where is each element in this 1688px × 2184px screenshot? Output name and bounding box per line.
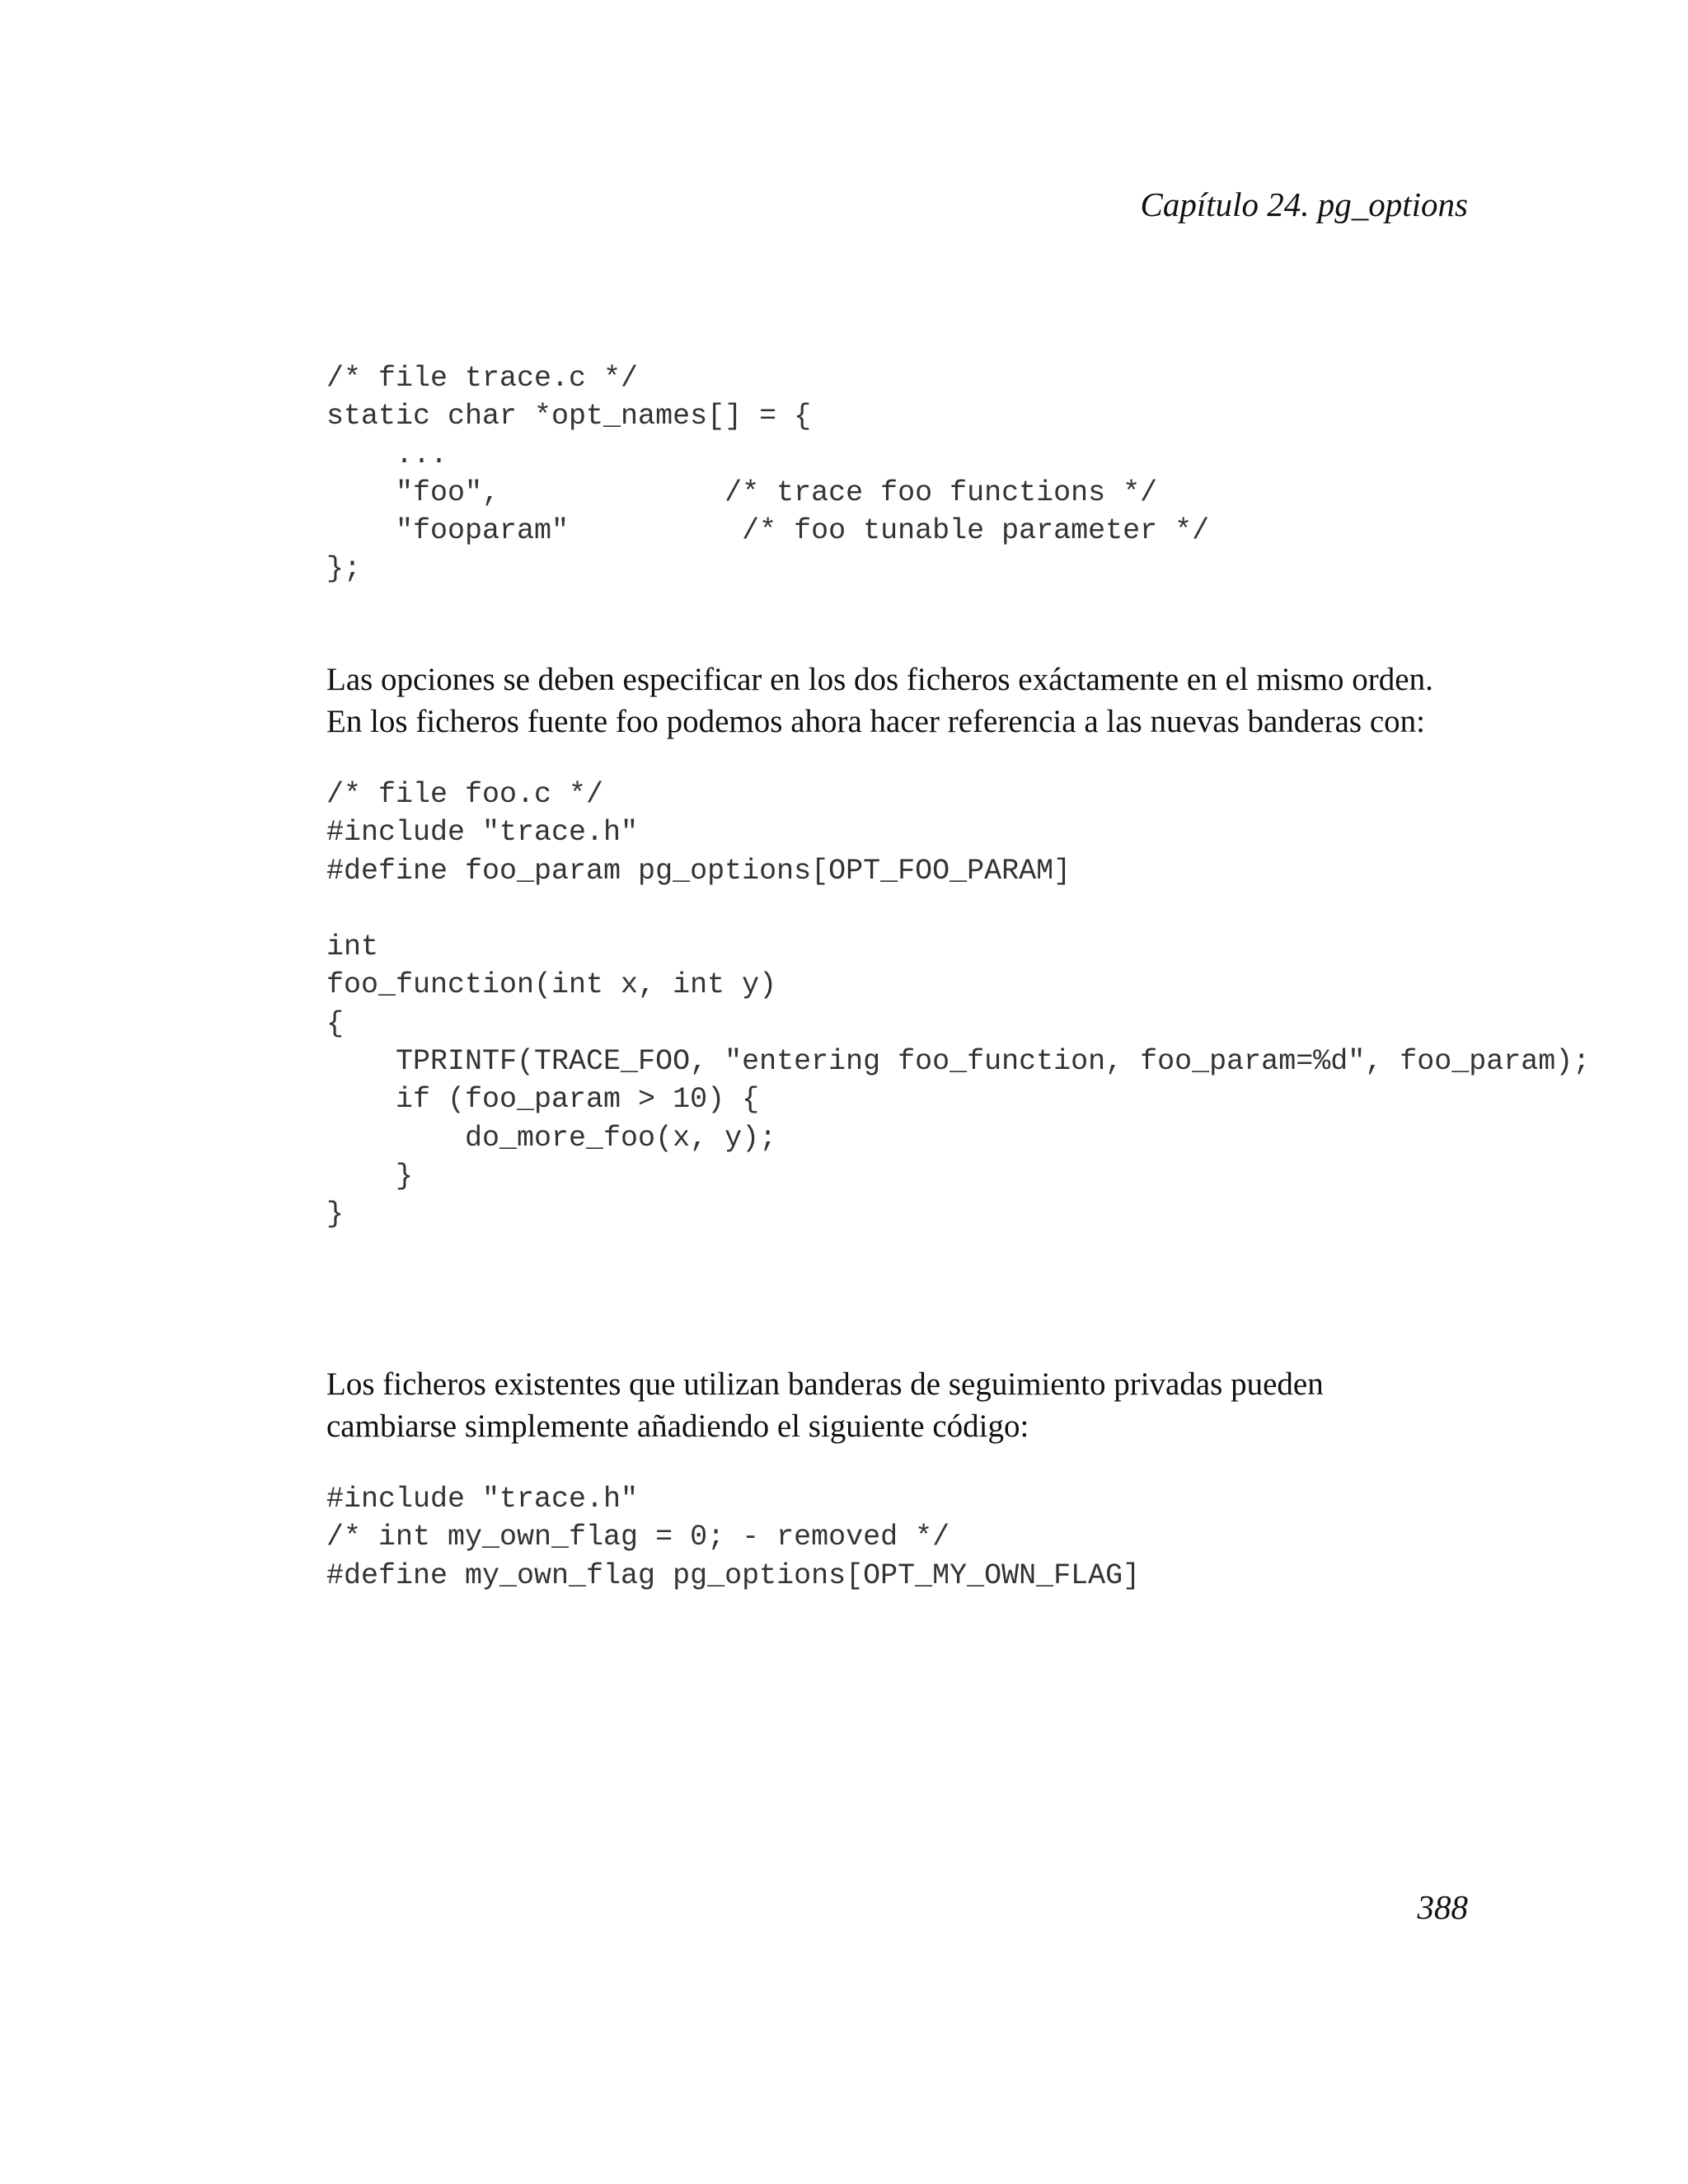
paragraph-line: En los ficheros fuente foo podemos ahora hacer referencia a las nuevas banderas con: [326,704,1425,739]
code-line: } [326,1197,345,1231]
code-line: #include "trace.h" [326,1483,639,1516]
code-line: /* int my_own_flag = 0; - removed */ [326,1521,950,1554]
code-line: "foo", /* trace foo functions */ [326,476,1158,509]
paragraph-option-order [326,658,1433,743]
code-line: #include "trace.h" [326,816,639,850]
code-line: if (foo_param > 10) { [326,1083,760,1117]
code-line: "fooparam" /* foo tunable parameter */ [326,514,1210,548]
code-line: { [326,1006,345,1040]
code-line: TPRINTF(TRACE_FOO, "entering foo_function, foo_param=%d", foo_param); [326,1045,1591,1079]
code-line: }; [326,552,362,586]
code-line: ... [326,438,448,471]
code-line: static char *opt_names[] = { [326,400,812,434]
code-line: #define my_own_flag pg_options[OPT_MY_OWN_FLAG] [326,1558,1141,1592]
code-line: int [326,930,379,964]
paragraph-line: Las opciones se deben especificar en los dos ficheros exáctamente en el mismo orden. [326,662,1433,697]
code-line: do_more_foo(x, y); [326,1121,777,1155]
code-line: foo_function(int x, int y) [326,968,777,1002]
code-line: /* file trace.c */ [326,362,639,395]
code-line: #define foo_param pg_options[OPT_FOO_PARAM] [326,854,1071,888]
code-block-foo-c [326,776,1590,1234]
code-line: /* file foo.c */ [326,778,604,811]
chapter-header: Capítulo 24. pg_options [1140,185,1468,223]
code-block-trace-c [326,359,1209,588]
paragraph-line: Los ficheros existentes que utilizan banderas de seguimiento privadas pueden [326,1366,1324,1402]
page-number: 388 [1417,1888,1468,1926]
code-line: } [326,1159,414,1193]
code-block-my-own-flag [326,1480,1140,1595]
code-line [326,890,1590,928]
paragraph-line: cambiarse simplemente añadiendo el siguiente código: [326,1408,1029,1444]
paragraph-existing-files [326,1363,1324,1447]
